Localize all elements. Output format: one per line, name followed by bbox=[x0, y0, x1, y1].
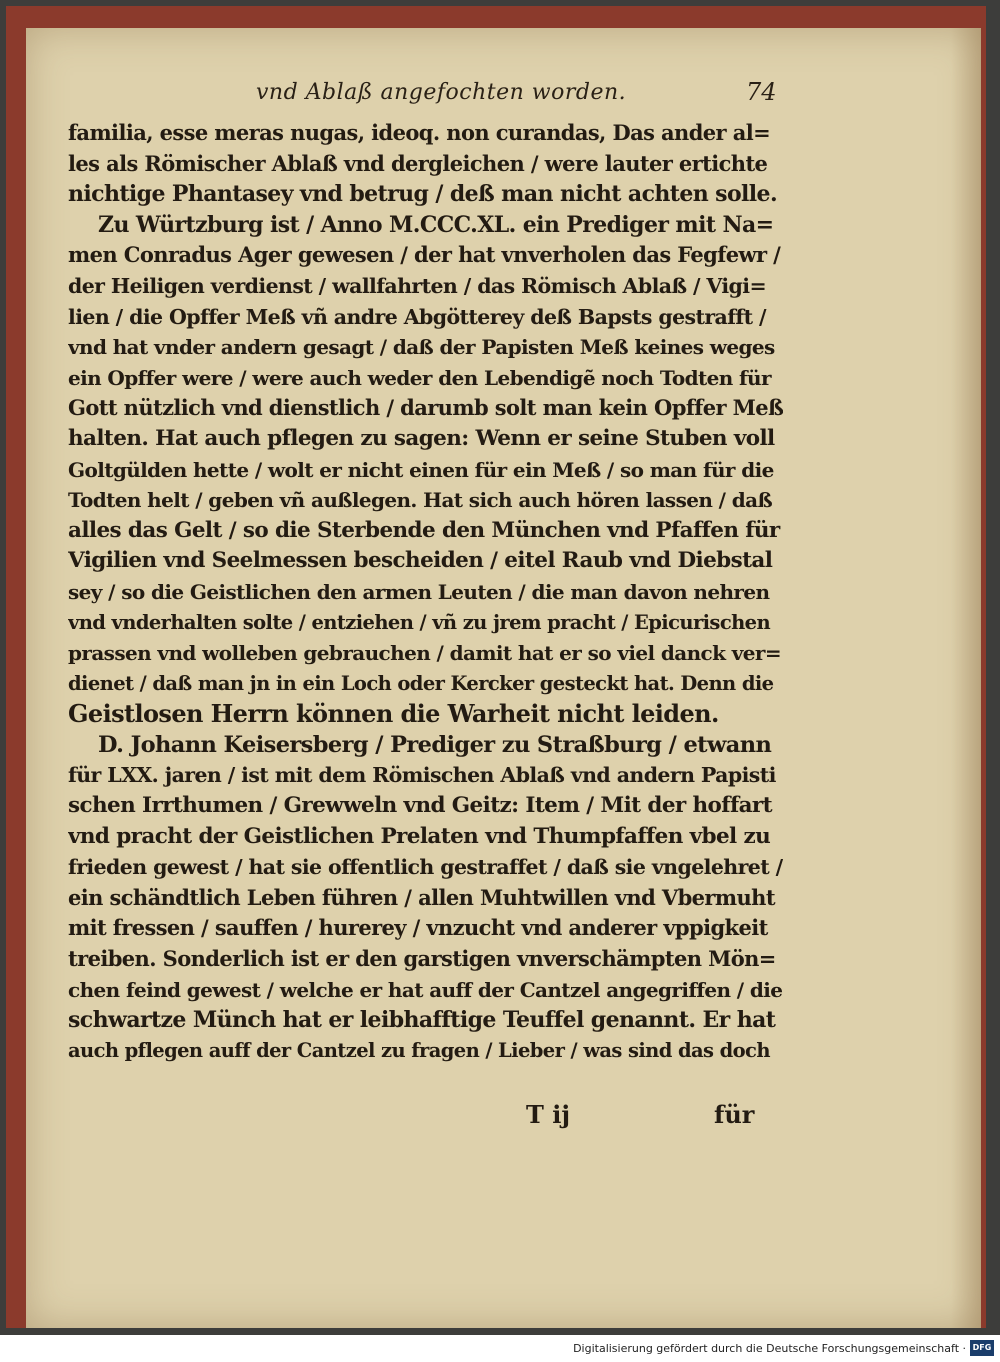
text-line: prassen vnd wolleben gebrauchen / damit hat er so viel danck ver= bbox=[68, 641, 781, 666]
text-line: chen feind gewest / welche er hat auff der Cantzel angegriffen / die bbox=[68, 977, 783, 1002]
catch-line bbox=[26, 1100, 981, 1130]
body-text bbox=[68, 118, 783, 1066]
text-line: familia, esse meras nugas, ideoq. non curandas, Das ander al= bbox=[68, 120, 771, 145]
text-line: auch pflegen auff der Cantzel zu fragen / Lieber / was sind das doch bbox=[68, 1038, 770, 1062]
text-line: mit fressen / sauffen / hurerey / vnzucht vnd anderer vppigkeit bbox=[68, 915, 768, 941]
text-line: Vigilien vnd Seelmessen bescheiden / eitel Raub vnd Diebstal bbox=[68, 548, 773, 574]
text-line: lien / die Opffer Meß vñ andre Abgötterey deß Bapsts gestrafft / bbox=[68, 304, 766, 329]
footer-bar bbox=[0, 1335, 1000, 1362]
catchword: für bbox=[714, 1100, 755, 1129]
text-line: vnd hat vnder andern gesagt / daß der Papisten Meß keines weges bbox=[68, 335, 775, 360]
folio-number: 74 bbox=[746, 78, 777, 106]
text-line: Todten helt / geben vñ außlegen. Hat sich auch hören lassen / daß bbox=[68, 488, 773, 513]
text-line: alles das Gelt / so die Sterbende den München vnd Pfaffen für bbox=[68, 517, 780, 543]
page-edge-shadow bbox=[951, 28, 981, 1328]
page-header bbox=[26, 80, 981, 120]
text-line: treiben. Sonderlich ist er den garstigen vnverschämpten Mön= bbox=[68, 946, 776, 972]
text-line: schen Irrthumen / Grewweln vnd Geitz: Item / Mit der hoffart bbox=[68, 793, 772, 819]
text-line: Zu Würtzburg ist / Anno M.CCC.XL. ein Prediger mit Na= bbox=[98, 211, 774, 238]
text-line: schwartze Münch hat er leibhafftige Teuffel genannt. Er hat bbox=[68, 1007, 776, 1034]
text-line: sey / so die Geistlichen den armen Leuten / die man davon nehren bbox=[68, 579, 770, 604]
text-line: les als Römischer Ablaß vnd dergleichen / were lauter ertichte bbox=[68, 150, 768, 176]
text-line: dienet / daß man jn in ein Loch oder Kercker gesteckt hat. Denn die bbox=[68, 671, 774, 695]
text-line: Geistlosen Herrn können die Warheit nicht leiden. bbox=[68, 699, 719, 729]
text-line: men Conradus Ager gewesen / der hat vnverholen das Fegfewr / bbox=[68, 242, 781, 268]
text-line: nichtige Phantasey vnd betrug / deß man nicht achten solle. bbox=[68, 181, 778, 208]
text-line: ein schändtlich Leben führen / allen Muhtwillen vnd Vbermuht bbox=[68, 884, 775, 910]
dfg-logo-icon: DFG bbox=[970, 1340, 994, 1356]
text-line: vnd pracht der Geistlichen Prelaten vnd Thumpfaffen vbel zu bbox=[68, 823, 771, 849]
text-line: Gott nützlich vnd dienstlich / darumb solt man kein Opffer Meß bbox=[68, 395, 783, 421]
text-line: frieden gewest / hat sie offentlich gestraffet / daß sie vngelehret / bbox=[68, 855, 783, 880]
binding-board bbox=[6, 6, 986, 1328]
text-line: vnd vnderhalten solte / entziehen / vñ zu jrem pracht / Epicurischen bbox=[68, 610, 771, 634]
running-head: vnd Ablaß angefochten worden. bbox=[256, 80, 627, 105]
signature-mark: T ij bbox=[526, 1100, 571, 1129]
funding-credit: Digitalisierung gefördert durch die Deutsche Forschungsgemeinschaft · bbox=[573, 1342, 966, 1355]
text-line: Goltgülden hette / wolt er nicht einen für ein Meß / so man für die bbox=[68, 457, 774, 482]
text-line: halten. Hat auch pflegen zu sagen: Wenn er seine Stuben voll bbox=[68, 425, 775, 451]
text-line: D. Johann Keisersberg / Prediger zu Straßburg / etwann bbox=[98, 731, 772, 758]
text-line: ein Opffer were / were auch weder den Lebendigẽ noch Todten für bbox=[68, 365, 771, 390]
text-line: der Heiligen verdienst / wallfahrten / das Römisch Ablaß / Vigi= bbox=[68, 273, 767, 298]
book-page bbox=[26, 28, 981, 1328]
text-line: für LXX. jaren / ist mit dem Römischen Ablaß vnd andern Papisti bbox=[68, 763, 776, 788]
